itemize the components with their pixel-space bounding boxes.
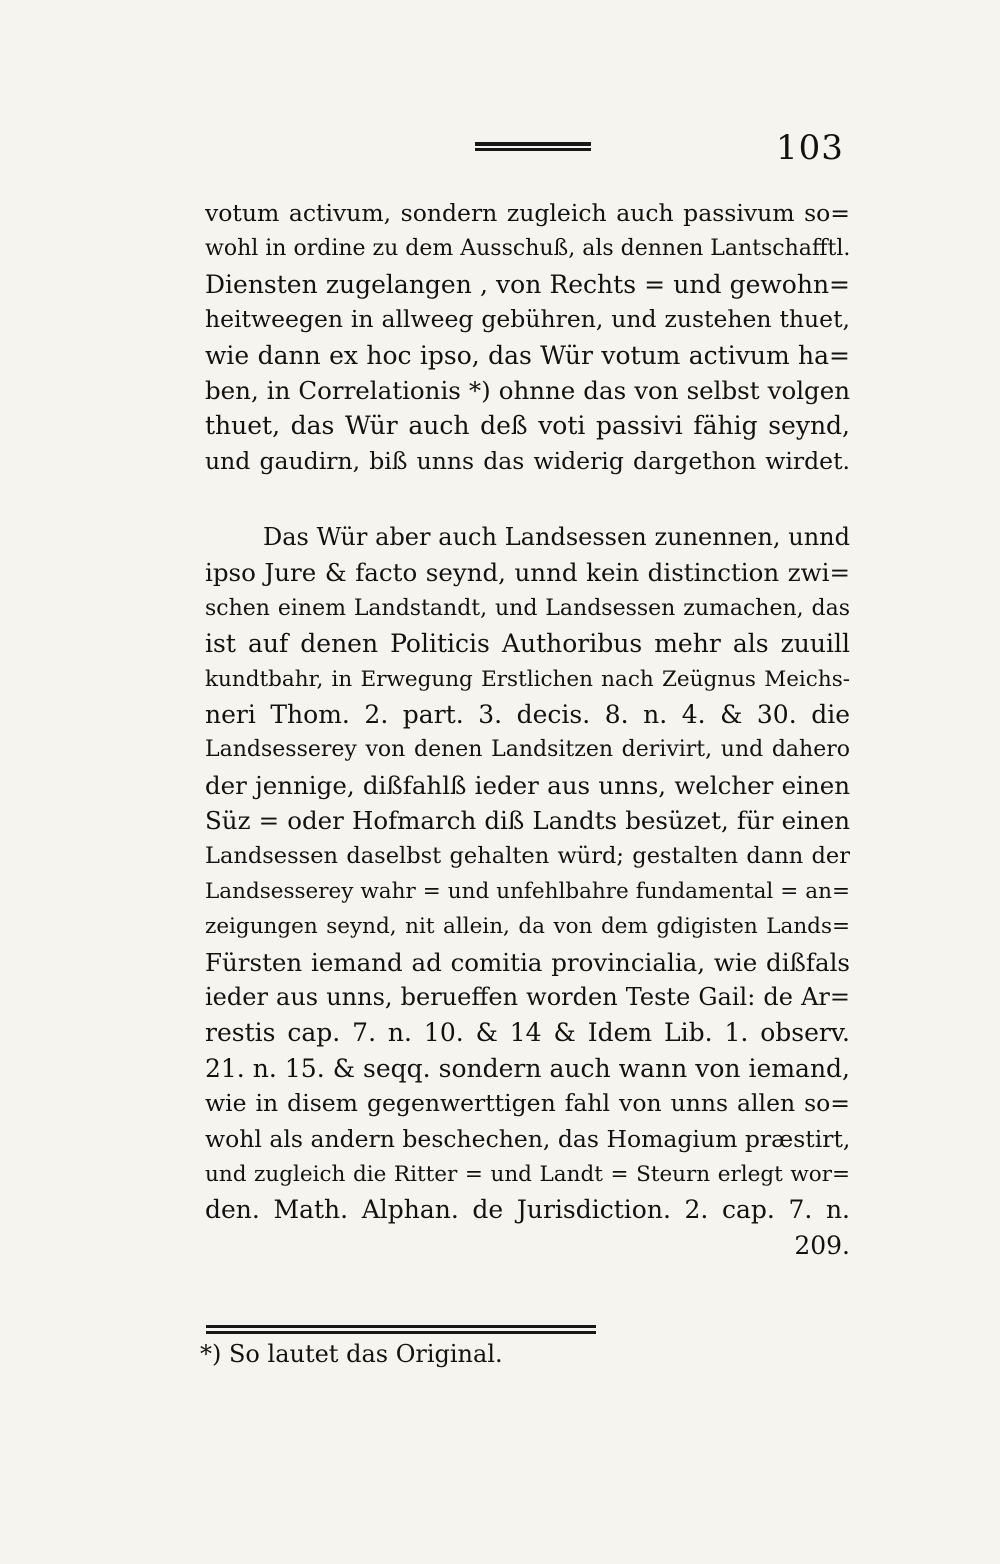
text-line: wohl als andern beschechen, das Homagium præstirt,	[205, 1124, 850, 1153]
header-rule-bar	[475, 148, 591, 151]
header-rule-bar	[475, 142, 591, 146]
paragraph-2	[205, 520, 850, 1263]
text-line: zeigungen seynd, nit allein, da von dem gdigisten Lands=	[205, 914, 850, 940]
page-number: 103	[776, 128, 844, 168]
footnote-rule-bar	[206, 1325, 596, 1328]
text-line: schen einem Landstandt, und Landsessen zumachen, das	[205, 595, 850, 621]
text-line: und gaudirn, biß unns das widerig dargethon wirdet.	[205, 446, 850, 475]
header-rule	[475, 142, 591, 153]
text-line: 21. n. 15. & seqq. sondern auch wann von iemand,	[205, 1053, 850, 1083]
text-line: ben, in Correlationis *) ohnne das von selbst volgen	[205, 375, 850, 405]
text-line: ist auf denen Politicis Authoribus mehr als zuuill	[205, 629, 850, 659]
text-line: kundtbahr, in Erwegung Erstlichen nach Zeügnus Meichs-	[205, 666, 850, 692]
text-line: wie dann ex hoc ipso, das Wür votum activum ha=	[205, 340, 850, 370]
paragraph-1	[205, 196, 850, 479]
text-line: der jennige, dißfahlß ieder aus unns, welcher einen	[205, 770, 850, 800]
footnote-rule	[206, 1325, 596, 1337]
text-line: wie in disem gegenwerttigen fahl von unns allen so=	[205, 1089, 850, 1118]
text-line: votum activum, sondern zugleich auch passivum so=	[205, 199, 850, 227]
footnote-rule-bar	[206, 1331, 596, 1334]
text-line: Das Wür aber auch Landsessen zunennen, unnd	[263, 523, 850, 551]
text-line: heitweegen in allweeg gebühren, und zustehen thuet,	[205, 305, 850, 334]
text-line: Landsesserey wahr = und unfehlbahre fundamental = an=	[205, 878, 850, 904]
text-line: restis cap. 7. n. 10. & 14 & Idem Lib. 1. observ.	[205, 1018, 850, 1048]
text-line: ieder aus unns, berueffen worden Teste Gail: de Ar=	[205, 983, 850, 1012]
text-line: ipso Jure & facto seynd, unnd kein distinction zwi=	[205, 558, 850, 588]
text-line: Süz = oder Hofmarch diß Landts besüzet, für einen	[205, 806, 850, 836]
text-line: und zugleich die Ritter = und Landt = Steurn erlegt wor=	[205, 1162, 850, 1188]
text-line: Landsessen daselbst gehalten würd; gestalten dann der	[205, 842, 850, 869]
catchword: 209.	[794, 1230, 850, 1260]
text-line: Fürsten iemand ad comitia provincialia, wie dißfals	[205, 947, 850, 977]
text-line: Diensten zugelangen , von Rechts = und gewohn=	[205, 269, 850, 299]
text-line: neri Thom. 2. part. 3. decis. 8. n. 4. & 30. die	[205, 699, 850, 729]
text-line: Landsesserey von denen Landsitzen derivirt, und dahero	[205, 737, 850, 763]
text-line: den. Math. Alphan. de Jurisdiction. 2. cap. 7. n.	[205, 1195, 850, 1225]
footnote: *) So lautet das Original.	[200, 1340, 503, 1368]
text-line: thuet, das Wür auch deß voti passivi fähig seynd,	[205, 411, 850, 441]
text-line: wohl in ordine zu dem Ausschuß, als dennen Lantschafftl.	[205, 236, 850, 262]
